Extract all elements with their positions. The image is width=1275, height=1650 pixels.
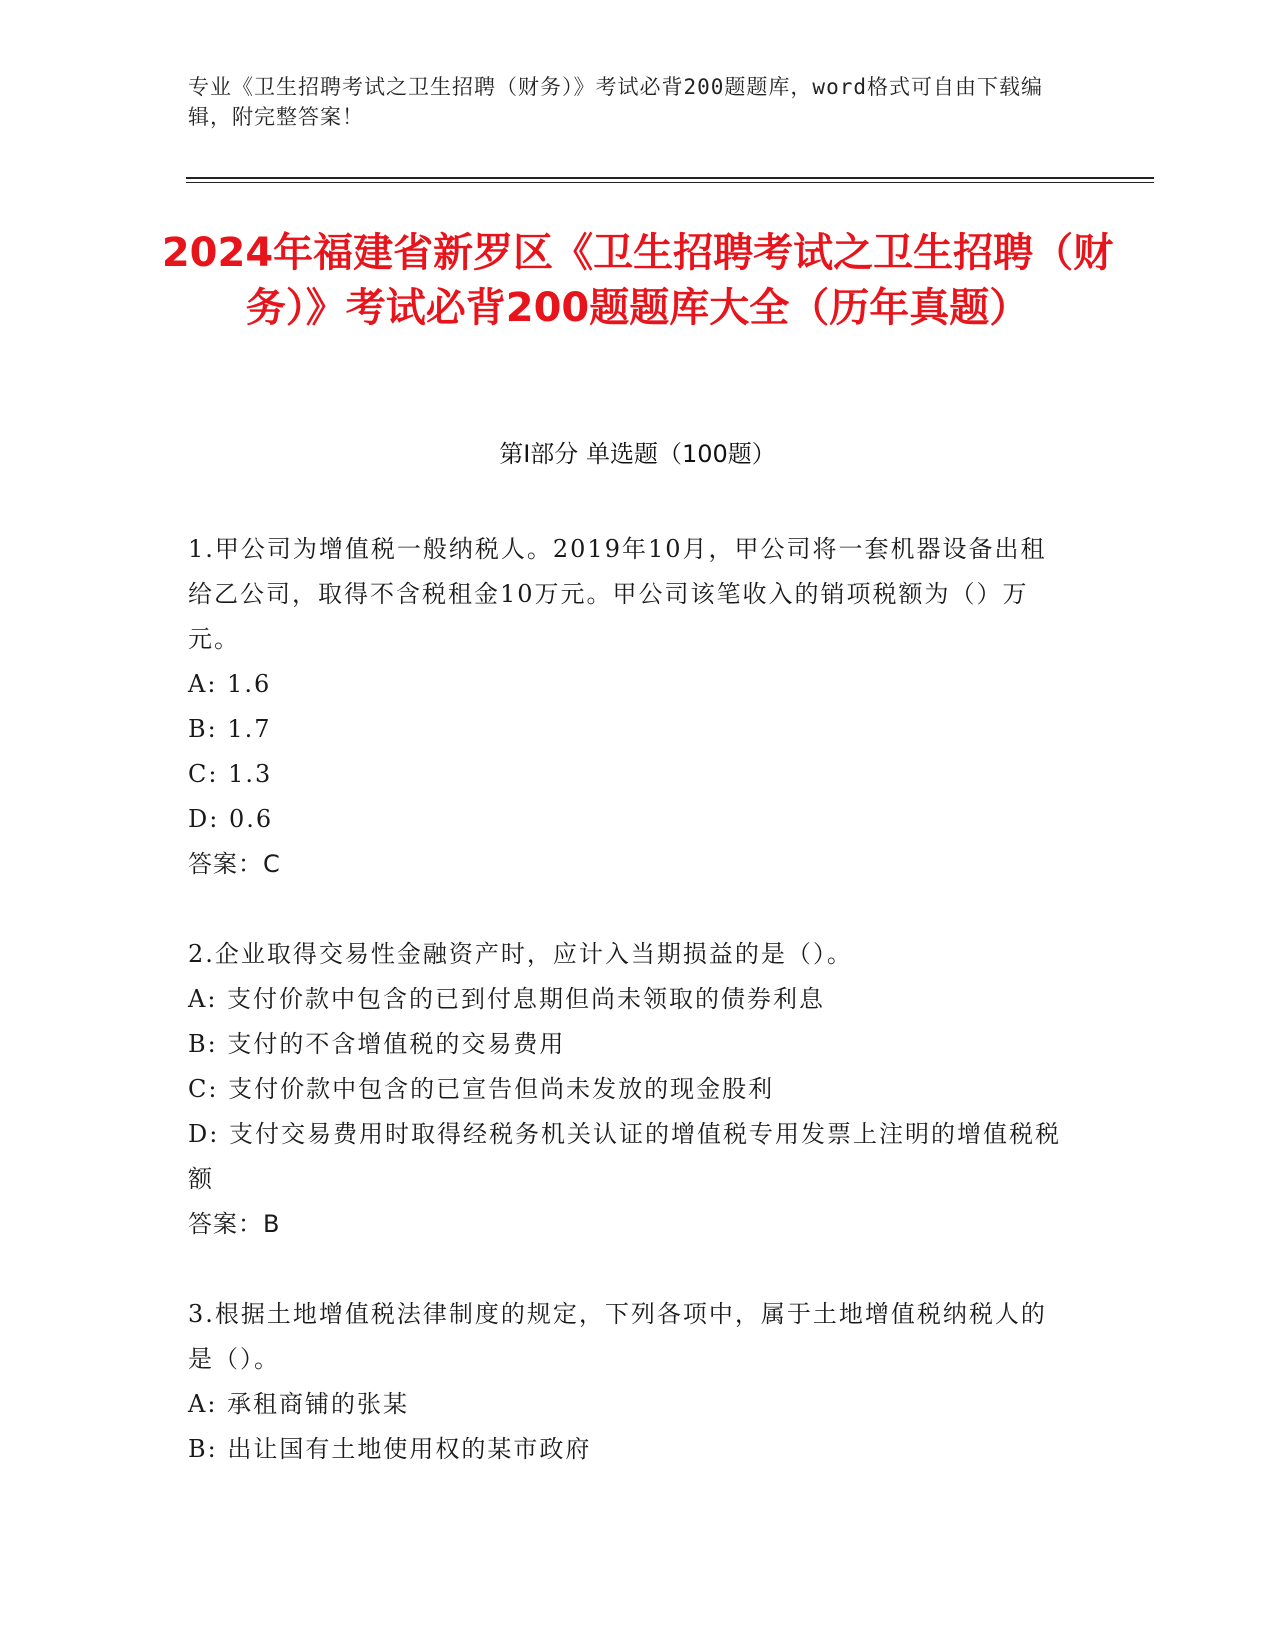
question-stem: 3.根据土地增值税法律制度的规定，下列各项中，属于土地增值税纳税人的是（）。: [188, 1300, 1047, 1373]
option-a: A: 支付价款中包含的已到付息期但尚未领取的债券利息: [188, 985, 826, 1013]
option-b: B: 支付的不含增值税的交易费用: [188, 1030, 566, 1058]
header-rule-thick: [186, 177, 1154, 179]
question-3: [188, 1292, 1068, 1472]
option-b: B: 出让国有土地使用权的某市政府: [188, 1435, 592, 1463]
question-2: [188, 932, 1068, 1247]
answer-line: 答案：B: [188, 1210, 281, 1238]
question-1: [188, 527, 1068, 887]
answer-line: 答案：C: [188, 850, 281, 878]
question-list: [188, 527, 1068, 1472]
option-a: A: 承租商铺的张某: [188, 1390, 410, 1418]
option-b: B: 1.7: [188, 715, 272, 743]
question-stem: 2.企业取得交易性金融资产时，应计入当期损益的是（）。: [188, 940, 853, 968]
question-spacer: [188, 887, 1068, 932]
option-d: D: 0.6: [188, 805, 274, 833]
option-a: A: 1.6: [188, 670, 272, 698]
option-c: C: 1.3: [188, 760, 273, 788]
header-note: 专业《卫生招聘考试之卫生招聘（财务）》考试必背200题题库，word格式可自由下载编辑，附完整答案！: [188, 75, 1043, 129]
option-c: C: 支付价款中包含的已宣告但尚未发放的现金股利: [188, 1075, 775, 1103]
question-stem: 1.甲公司为增值税一般纳税人。2019年10月，甲公司将一套机器设备出租给乙公司，取得不含税租金10万元。甲公司该笔收入的销项税额为（）万元。: [188, 535, 1047, 653]
section-title: 第I部分 单选题（100题）: [499, 440, 776, 468]
header-rule-thin: [186, 182, 1154, 183]
document-title: 2024年福建省新罗区《卫生招聘考试之卫生招聘（财务）》考试必背200题题库大全（历年真题）: [161, 230, 1114, 331]
question-spacer: [188, 1247, 1068, 1292]
option-d: D: 支付交易费用时取得经税务机关认证的增值税专用发票上注明的增值税税额: [188, 1120, 1061, 1193]
